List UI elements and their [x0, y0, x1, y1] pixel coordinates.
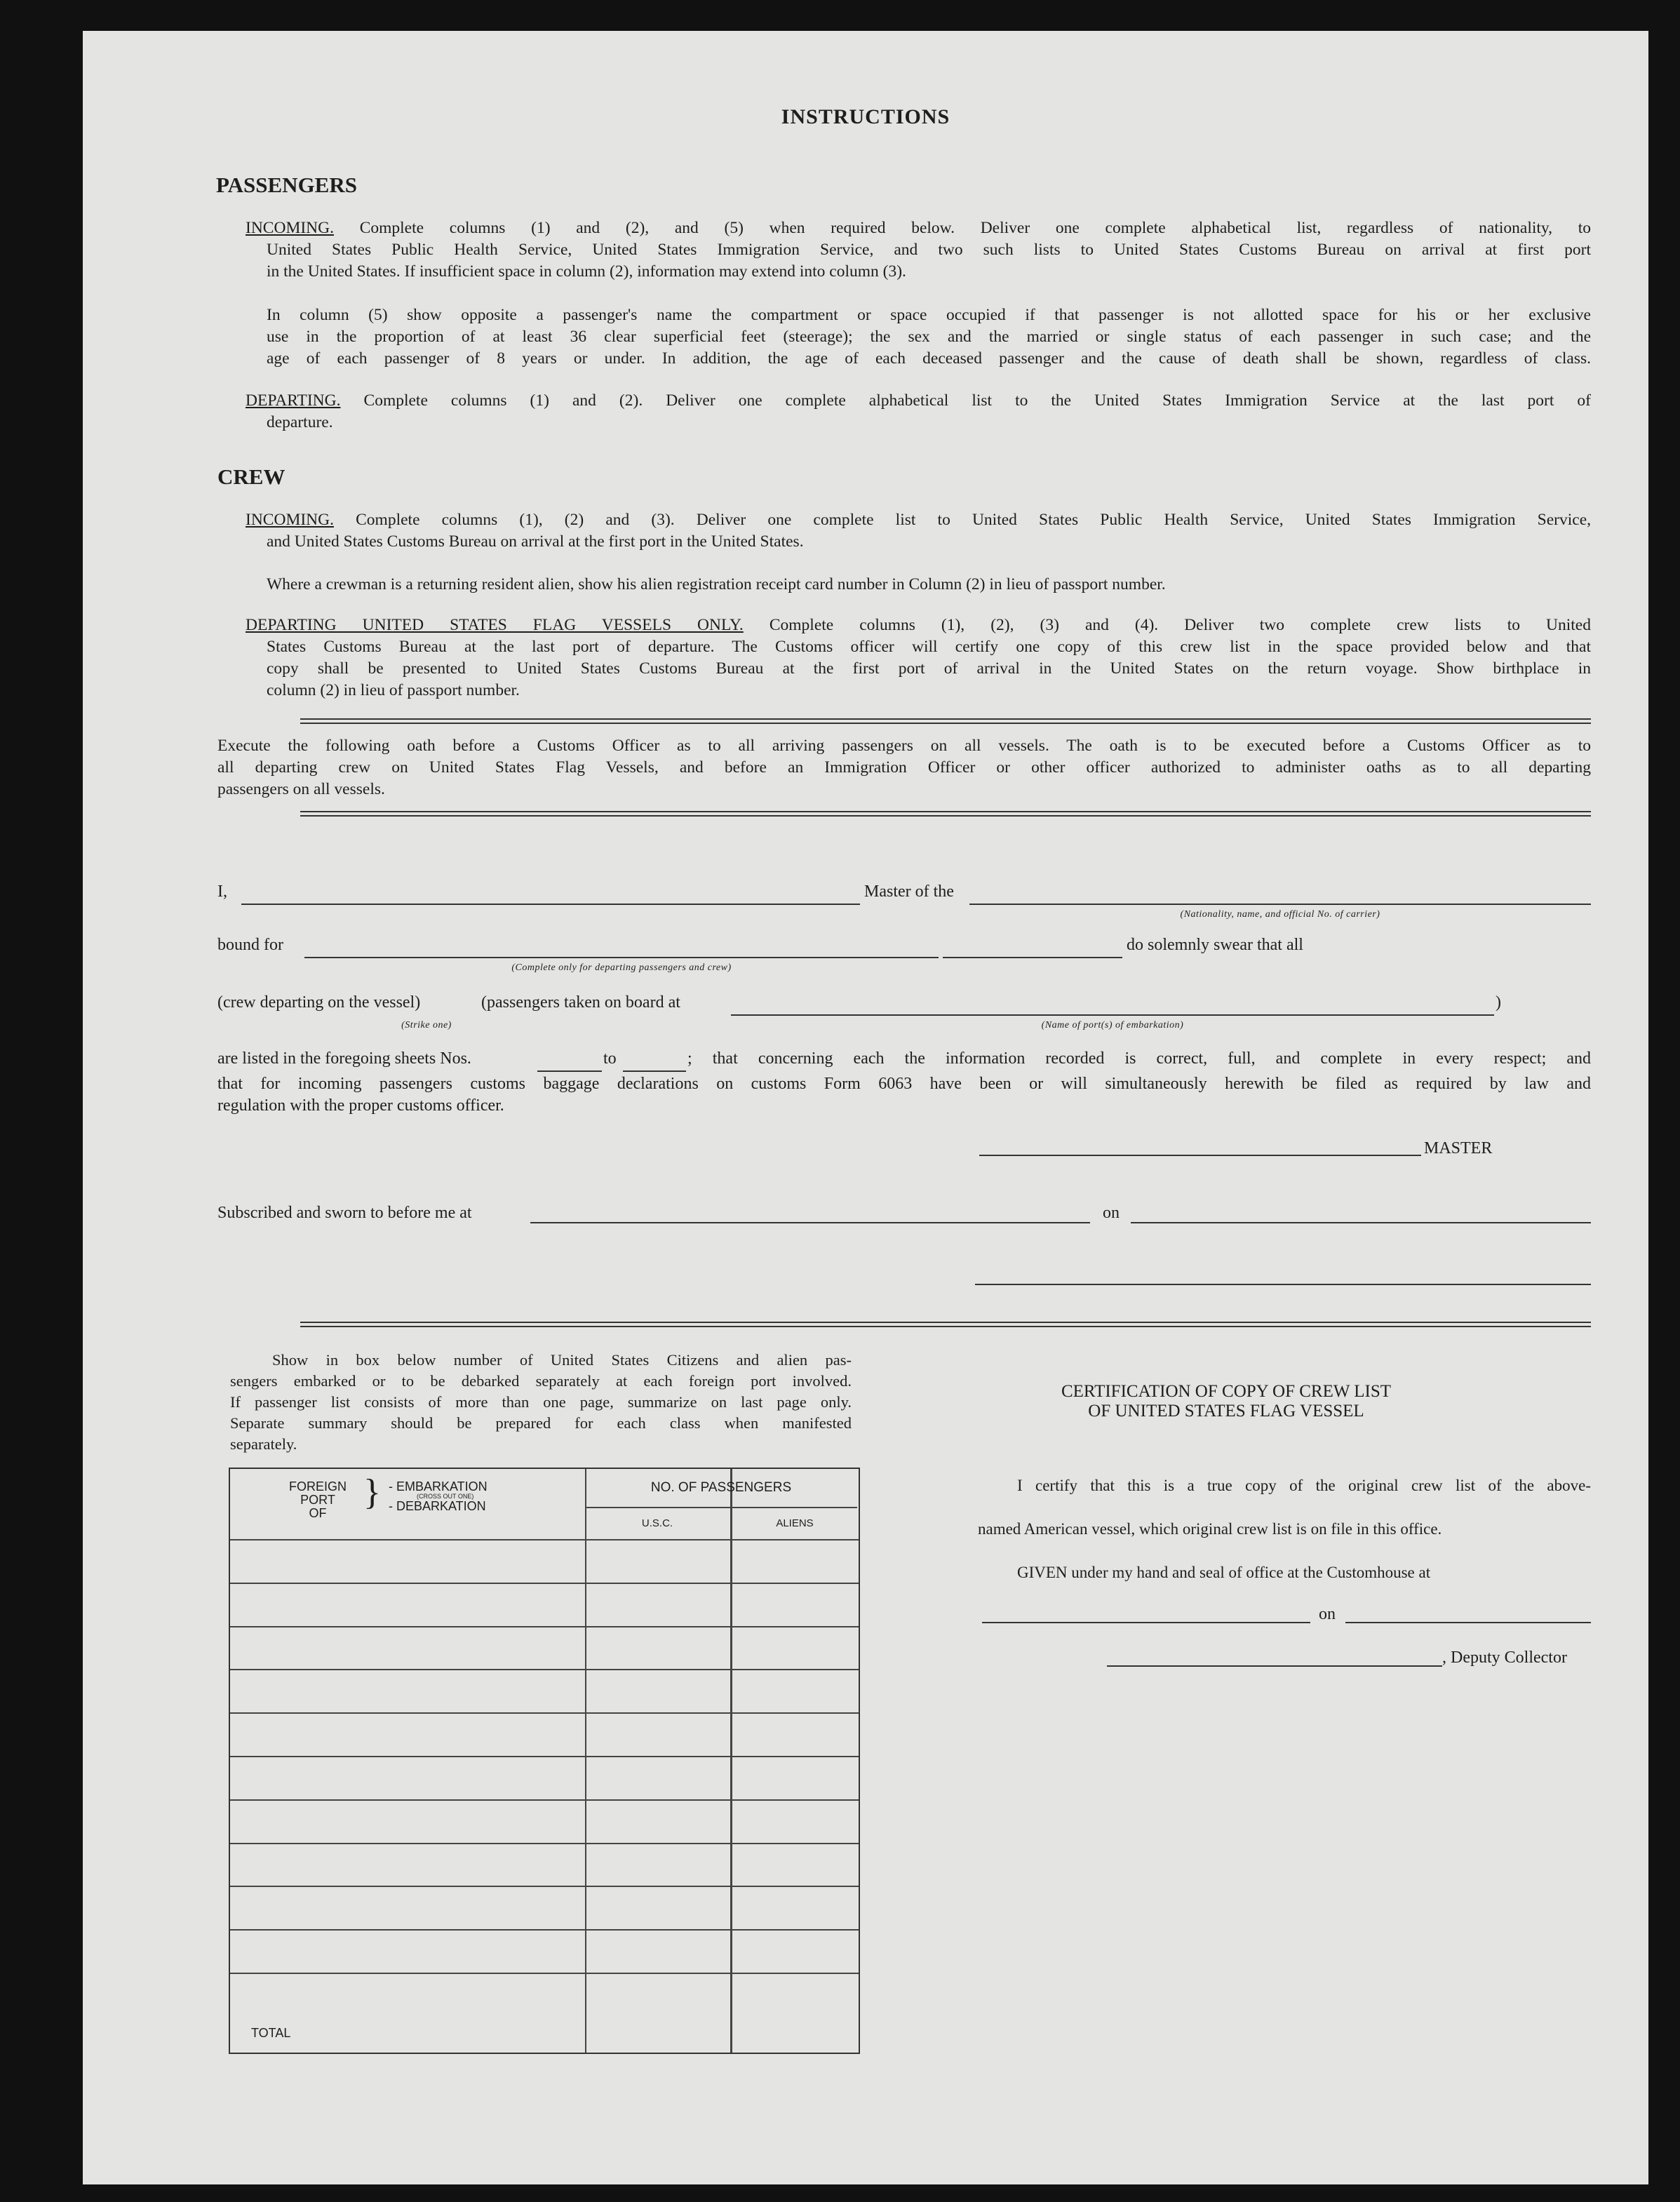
oath-bound-row [83, 936, 1648, 954]
strike-caption: (Strike one) [401, 1020, 452, 1030]
bound-for-label: bound for [217, 936, 283, 954]
cross-out-caption: (CROSS OUT ONE) [417, 1493, 474, 1500]
officer-signature-line[interactable] [975, 1284, 1591, 1285]
summary-instructions [230, 1350, 852, 1455]
summary-instruction-line: Separate summary should be prepared for each class when manifested [230, 1414, 852, 1432]
passenger-summary-table [229, 1468, 860, 2054]
master-label: MASTER [1424, 1139, 1493, 1157]
port-caption: (Name of port(s) of embarkation) [1041, 1020, 1184, 1030]
table-row-usc-cell[interactable] [586, 1887, 730, 1929]
certification-on-label: on [1319, 1605, 1336, 1623]
bound-for-line[interactable] [304, 957, 939, 958]
embarkation-label[interactable]: - EMBARKATION [389, 1479, 488, 1493]
oath-intro-paragraph [217, 735, 1591, 800]
section-divider [300, 718, 1591, 724]
passengers-incoming-paragraph [246, 217, 1591, 283]
oath-embarkation-row [83, 993, 1648, 1012]
port-header-line: PORT [300, 1493, 335, 1507]
crew-departing-paragraph [246, 615, 1591, 701]
document-page [83, 31, 1648, 2184]
passengers-departing-label: DEPARTING. [246, 391, 341, 410]
subscribed-label: Subscribed and sworn to before me at [217, 1204, 472, 1222]
table-row-port-cell[interactable] [230, 1887, 585, 1929]
summary-instruction-line: separately. [230, 1435, 297, 1453]
table-row-aliens-cell[interactable] [732, 1627, 857, 1670]
table-row-port-cell[interactable] [230, 1670, 585, 1712]
oath-listed-line: regulation with the proper customs officer. [217, 1096, 504, 1115]
carrier-caption: (Nationality, name, and official No. of carrier) [1180, 909, 1380, 920]
table-row-aliens-cell[interactable] [732, 1540, 857, 1583]
crew-departing-line: States Customs Bureau at the last port of departure. The Customs officer will certify one copy of this crew list in the space provided below and that [267, 638, 1591, 656]
total-label: TOTAL [251, 2026, 291, 2040]
bound-caption: (Complete only for departing passengers and crew) [511, 962, 732, 973]
crew-departing-line: column (2) in lieu of passport number. [267, 681, 520, 699]
embarkation-port-line[interactable] [731, 1014, 1494, 1016]
port-header-line: FOREIGN [288, 1479, 347, 1493]
table-row-port-cell[interactable] [230, 1757, 585, 1799]
listed-statement: ; that concerning each the information recorded is correct, full, and complete in every respect; and [687, 1049, 1591, 1068]
section-divider [300, 811, 1591, 817]
table-row-port-cell[interactable] [230, 1801, 585, 1843]
passengers-header: NO. OF PASSENGERS [650, 1480, 792, 1495]
table-row-usc-cell[interactable] [586, 1844, 730, 1886]
carrier-line[interactable] [969, 904, 1591, 905]
passengers-departing-line: Complete columns (1) and (2). Deliver one complete alphabetical list to the United States Immigration Service at the last port of [363, 391, 1592, 410]
swear-label: do solemnly swear that all [1127, 936, 1303, 954]
table-row-aliens-cell[interactable] [732, 1584, 857, 1626]
table-row-usc-cell[interactable] [586, 1974, 730, 2016]
summary-instruction-line: If passenger list consists of more than one page, summarize on last page only. [230, 1393, 852, 1411]
port-header-line: OF [309, 1506, 327, 1520]
oath-master-of-label: Master of the [864, 882, 954, 901]
crew-departing-line: copy shall be presented to United States Customs Bureau at the first port of arrival in the United States on the return voyage. Show birthplace in [267, 659, 1591, 678]
debarkation-label[interactable]: - DEBARKATION [389, 1499, 486, 1513]
oath-listed-line: that for incoming passengers customs baggage declarations on customs Form 6063 have been or will simultaneously herewith be filed as required by law and [217, 1075, 1591, 1093]
table-row-usc-cell[interactable] [586, 1584, 730, 1626]
table-row-usc-cell[interactable] [586, 1931, 730, 1973]
certification-date-line[interactable] [1345, 1622, 1591, 1623]
certify-statement [978, 1475, 1591, 1496]
crew-departing-label: DEPARTING UNITED STATES FLAG VESSELS ONLY. [246, 616, 744, 634]
oath-listed-paragraph [217, 1073, 1591, 1117]
table-row-port-cell[interactable] [230, 1844, 585, 1886]
close-paren: ) [1496, 993, 1501, 1012]
crew-incoming-paragraph [246, 509, 1591, 553]
certify-statement-2 [978, 1518, 1591, 1540]
listed-to-label: to [603, 1049, 617, 1068]
listed-sheets-label: are listed in the foregoing sheets Nos. [217, 1049, 471, 1068]
certification-title [932, 1382, 1521, 1421]
sheet-from-line[interactable] [537, 1070, 602, 1072]
table-row-aliens-cell[interactable] [732, 1670, 857, 1712]
crew-incoming-line: Complete columns (1), (2) and (3). Deliver one complete list to United States Public Health Service, United States Immigration Service, [356, 511, 1591, 529]
summary-instruction-line: Show in box below number of United States Citizens and alien pas- [272, 1351, 852, 1369]
aliens-header: ALIENS [776, 1517, 814, 1529]
table-row-aliens-cell[interactable] [732, 1801, 857, 1843]
usc-aliens-divider [730, 1508, 732, 2053]
embark-debark-header [389, 1480, 488, 1512]
crew-incoming-label: INCOMING. [246, 511, 334, 529]
passengers-departing-paragraph [246, 390, 1591, 434]
crew-incoming-line: and United States Customs Bureau on arrival at the first port in the United States. [267, 532, 804, 551]
passengers-taken-option[interactable]: (passengers taken on board at [481, 993, 680, 1012]
page-title: INSTRUCTIONS [781, 105, 950, 128]
deputy-collector-label: , Deputy Collector [1442, 1649, 1567, 1667]
sworn-date-line[interactable] [1131, 1222, 1591, 1223]
sworn-place-line[interactable] [530, 1222, 1090, 1223]
oath-intro-line: passengers on all vessels. [217, 780, 385, 798]
table-row-port-cell[interactable] [230, 1540, 585, 1583]
passengers-column5-line: age of each passenger of 8 years or under. In addition, the age of each deceased passenger and the cause of death shall be shown, regardless of class. [267, 349, 1591, 368]
bound-for-line-2[interactable] [943, 957, 1122, 958]
table-row-usc-cell[interactable] [586, 1670, 730, 1712]
passengers-departing-line: departure. [267, 413, 333, 431]
sworn-on-label: on [1103, 1204, 1120, 1222]
passengers-column5-paragraph [267, 304, 1591, 370]
master-name-line[interactable] [241, 904, 860, 905]
foreign-port-header [279, 1480, 356, 1520]
customhouse-line[interactable] [982, 1622, 1310, 1623]
deputy-signature-line[interactable] [1107, 1665, 1442, 1667]
oath-intro-line: Execute the following oath before a Customs Officer as to all arriving passengers on all vessels. The oath is to be executed before a Customs Officer as to [217, 737, 1591, 755]
table-row-aliens-cell[interactable] [732, 1714, 857, 1756]
table-row-port-cell[interactable] [230, 1627, 585, 1670]
summary-instruction-line: sengers embarked or to be debarked separately at each foreign port involved. [230, 1372, 852, 1390]
certify-line: named American vessel, which original crew list is on file in this office. [978, 1520, 1442, 1538]
table-row-port-cell[interactable] [230, 1584, 585, 1626]
passengers-column5-line: In column (5) show opposite a passenger's name the compartment or space occupied if that passenger is not allotted space for his or her exclusive [267, 306, 1591, 324]
passengers-column5-line: use in the proportion of at least 36 clear superficial feet (steerage); the sex and the married or single status of each passenger in such case; and the [267, 328, 1591, 346]
table-row-usc-cell[interactable] [586, 1801, 730, 1843]
table-row-usc-cell[interactable] [586, 1714, 730, 1756]
table-row-port-cell[interactable] [230, 1931, 585, 1973]
table-row-aliens-cell[interactable] [732, 1757, 857, 1799]
table-row-aliens-cell[interactable] [732, 1844, 857, 1886]
table-row-usc-cell[interactable] [586, 1540, 730, 1583]
usc-header: U.S.C. [641, 1517, 673, 1529]
oath-intro-line: all departing crew on United States Flag Vessels, and before an Immigration Officer or other officer authorized to administer oaths as to all departing [217, 758, 1591, 777]
crew-heading: CREW [217, 464, 285, 489]
table-row-aliens-cell[interactable] [732, 1931, 857, 1973]
certification-title-line: OF UNITED STATES FLAG VESSEL [1088, 1402, 1364, 1421]
table-row-aliens-cell[interactable] [732, 1887, 857, 1929]
master-signature-line[interactable] [979, 1155, 1421, 1156]
passengers-incoming-line: Complete columns (1) and (2), and (5) when required below. Deliver one complete alphabetical list, regardless of nationality, to [359, 219, 1592, 237]
passengers-incoming-line: in the United States. If insufficient space in column (2), information may extend into column (3). [267, 262, 906, 281]
sheet-to-line[interactable] [623, 1070, 686, 1072]
table-row-usc-cell[interactable] [586, 1757, 730, 1799]
certification-title-line: CERTIFICATION OF COPY OF CREW LIST [1061, 1382, 1392, 1401]
crew-departing-option[interactable]: (crew departing on the vessel) [217, 993, 421, 1012]
given-line: GIVEN under my hand and seal of office at the Customhouse at [1017, 1564, 1431, 1581]
crew-departing-line: Complete columns (1), (2), (3) and (4). Deliver two complete crew lists to United [769, 616, 1591, 634]
table-row-usc-cell[interactable] [586, 1627, 730, 1670]
table-row-aliens-cell[interactable] [732, 1974, 857, 2016]
oath-master-row [83, 882, 1648, 901]
table-row-port-cell[interactable] [230, 1714, 585, 1756]
certify-line: I certify that this is a true copy of the original crew list of the above- [1017, 1477, 1591, 1494]
section-divider [300, 1322, 1591, 1327]
passengers-heading: PASSENGERS [216, 173, 357, 197]
oath-sheets-row [83, 1049, 1648, 1068]
passengers-incoming-line: United States Public Health Service, United States Immigration Service, and two such lists to United States Customs Bureau on arrival at first port [267, 241, 1591, 259]
oath-i-label: I, [217, 882, 227, 901]
bracket-icon: } [363, 1472, 381, 1512]
crew-resident-alien-line: Where a crewman is a returning resident alien, show his alien registration receipt card number in Column (2) in lieu of passport number. [267, 575, 1166, 593]
table-row-port-cell[interactable] [230, 1974, 585, 2016]
passengers-incoming-label: INCOMING. [246, 219, 334, 237]
